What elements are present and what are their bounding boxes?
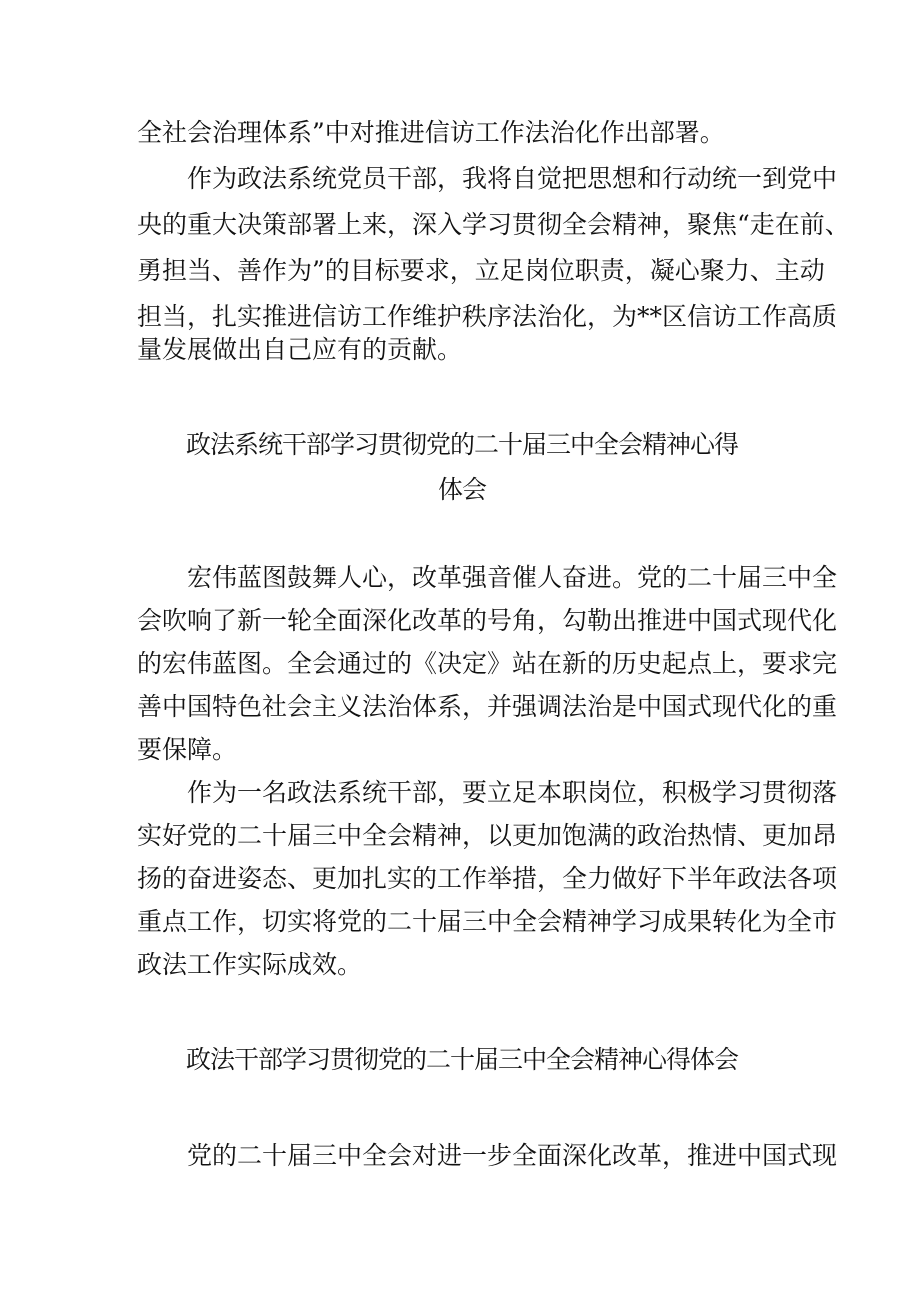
paragraph-line: 党的二十届三中全会对进一步全面深化改革，推进中国式现 <box>187 1141 838 1170</box>
paragraph-line: 全社会治理体系”中对推进信访工作法治化作出部署。 <box>137 118 725 147</box>
paragraph-line: 担当，扎实推进信访工作维护秩序法治化，为**区信访工作高质 <box>137 302 838 331</box>
paragraph-line: 会吹响了新一轮全面深化改革的号角，勾勒出推进中国式现代化 <box>137 606 838 635</box>
paragraph-line: 作为政法系统党员干部，我将自觉把思想和行动统一到党中 <box>187 164 838 193</box>
paragraph-line: 宏伟蓝图鼓舞人心，改革强音催人奋进。党的二十届三中全 <box>187 563 838 592</box>
section-title-continued: 体会 <box>437 475 486 504</box>
paragraph-line: 要保障。 <box>137 735 238 764</box>
paragraph-line: 扬的奋进姿态、更加扎实的工作举措，全力做好下半年政法各项 <box>137 864 838 893</box>
paragraph-line: 作为一名政法系统干部，要立足本职岗位，积极学习贯彻落 <box>187 778 838 807</box>
paragraph-line: 勇担当、善作为”的目标要求，立足岗位职责，凝心聚力、主动 <box>137 256 825 285</box>
paragraph-line: 善中国特色社会主义法治体系，并强调法治是中国式现代化的重 <box>137 692 838 721</box>
paragraph-line: 央的重大决策部署上来，深入学习贯彻全会精神，聚焦“走在前、 <box>137 210 850 239</box>
section-title: 政法干部学习贯彻党的二十届三中全会精神心得体会 <box>185 1045 738 1074</box>
paragraph-line: 量发展做出自己应有的贡献。 <box>137 335 463 364</box>
section-title: 政法系统干部学习贯彻党的二十届三中全会精神心得 <box>185 430 738 459</box>
paragraph-line: 重点工作，切实将党的二十届三中全会精神学习成果转化为全市 <box>137 907 838 936</box>
paragraph-line: 实好党的二十届三中全会精神，以更加饱满的政治热情、更加昂 <box>137 821 838 850</box>
paragraph-line: 的宏伟蓝图。全会通过的《决定》站在新的历史起点上，要求完 <box>137 649 838 678</box>
paragraph-line: 政法工作实际成效。 <box>137 950 363 979</box>
